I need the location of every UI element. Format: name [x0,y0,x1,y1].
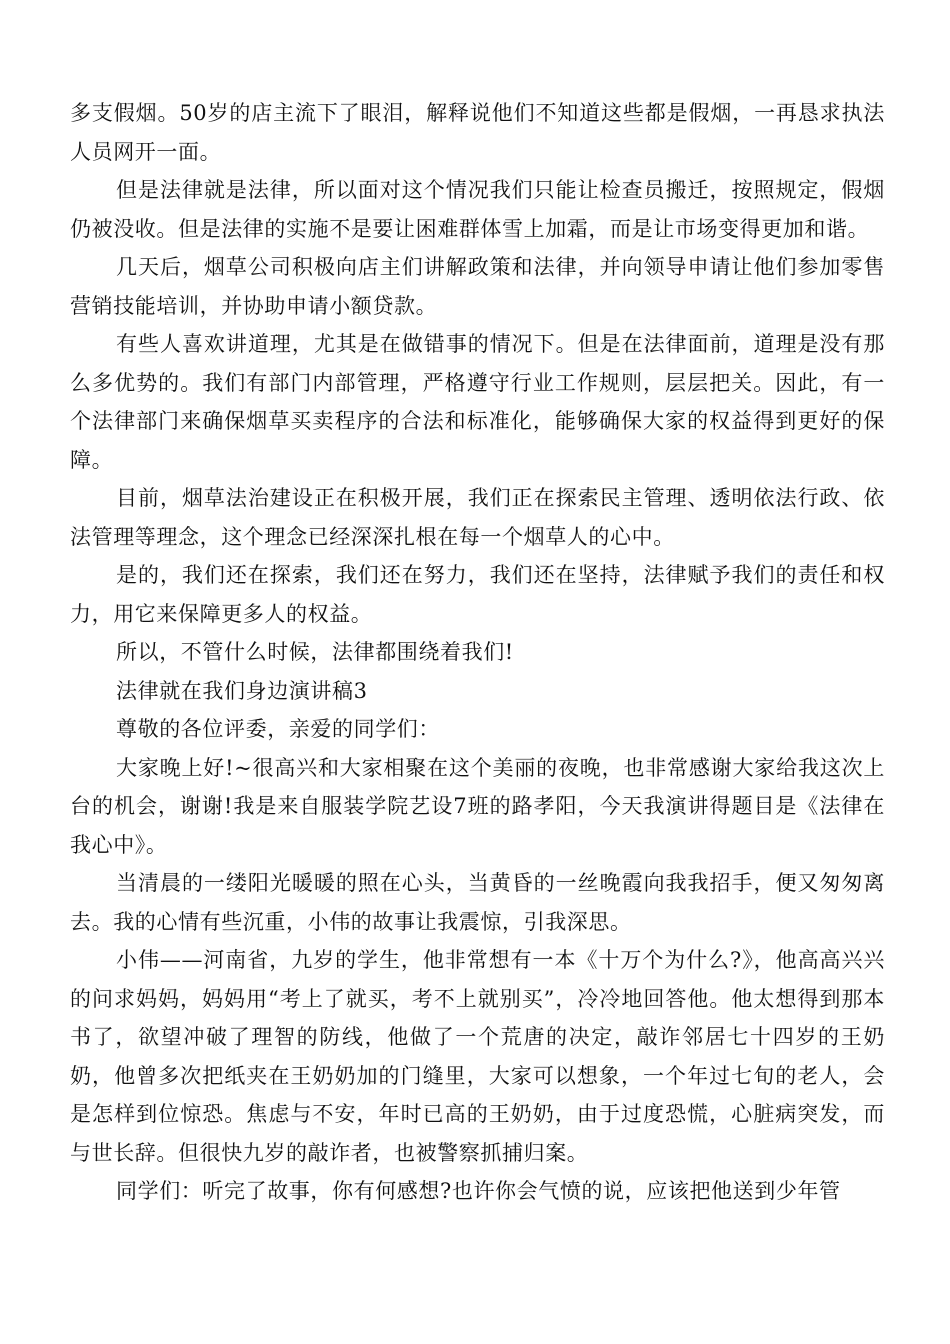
paragraph: 当清晨的一缕阳光暖暖的照在心头，当黄昏的一丝晚霞向我我招手，便又匆匆离去。我的心情有些沉重，小伟的故事让我震惊，引我深思。 [70,871,885,934]
paragraph: 目前，烟草法治建设正在积极开展，我们正在探索民主管理、透明依法行政、依法管理等理念，这个理念已经深深扎根在每一个烟草人的心中。 [70,486,885,549]
paragraph: 有些人喜欢讲道理，尤其是在做错事的情况下。但是在法律面前，道理是没有那么多优势的。我们有部门内部管理，严格遵守行业工作规则，层层把关。因此，有一个法律部门来确保烟草买卖程序的合法和标准化，能够确保大家的权益得到更好的保障。 [70,332,885,472]
paragraph: 是的，我们还在探索，我们还在努力，我们还在坚持，法律赋予我们的责任和权力，用它来保障更多人的权益。 [70,563,885,626]
paragraph: 同学们：听完了故事，你有何感想?也许你会气愤的说，应该把他送到少年管 [116,1179,841,1203]
paragraph-continuation: 多支假烟。50岁的店主流下了眼泪，解释说他们不知道这些都是假烟，一再恳求执法人员网开一面。 [70,101,885,164]
paragraph: 所以，不管什么时候，法律都围绕着我们! [116,640,514,664]
paragraph: 但是法律就是法律，所以面对这个情况我们只能让检查员搬迁，按照规定，假烟仍被没收。但是法律的实施不是要让困难群体雪上加霜，而是让市场变得更加和谐。 [70,178,885,241]
salutation: 尊敬的各位评委，亲爱的同学们： [116,717,440,741]
paragraph: 大家晚上好!~很高兴和大家相聚在这个美丽的夜晚，也非常感谢大家给我这次上台的机会，谢谢!我是来自服装学院艺设7班的路孝阳，今天我演讲得题目是《法律在我心中》。 [70,755,885,857]
document-body [70,94,885,1211]
paragraph: 几天后，烟草公司积极向店主们讲解政策和法律，并向领导申请让他们参加零售营销技能培训，并协助申请小额贷款。 [70,255,885,318]
paragraph: 小伟——河南省，九岁的学生，他非常想有一本《十万个为什么?》，他高高兴兴的问求妈妈，妈妈用“考上了就买，考不上就别买”，冷冷地回答他。他太想得到那本书了，欲望冲破了理智的防线，他做了一个荒唐的决定，敲诈邻居七十四岁的王奶奶，他曾多次把纸夹在王奶奶加的门缝里，大家可以想象，一个年过七旬的老人，会是怎样到位惊恐。焦虑与不安，年时已高的王奶奶，由于过度恐慌，心脏病突发，而与世长辞。但很快九岁的敲诈者，也被警察抓捕归案。 [70,948,885,1165]
section-title: 法律就在我们身边演讲稿3 [116,678,368,703]
